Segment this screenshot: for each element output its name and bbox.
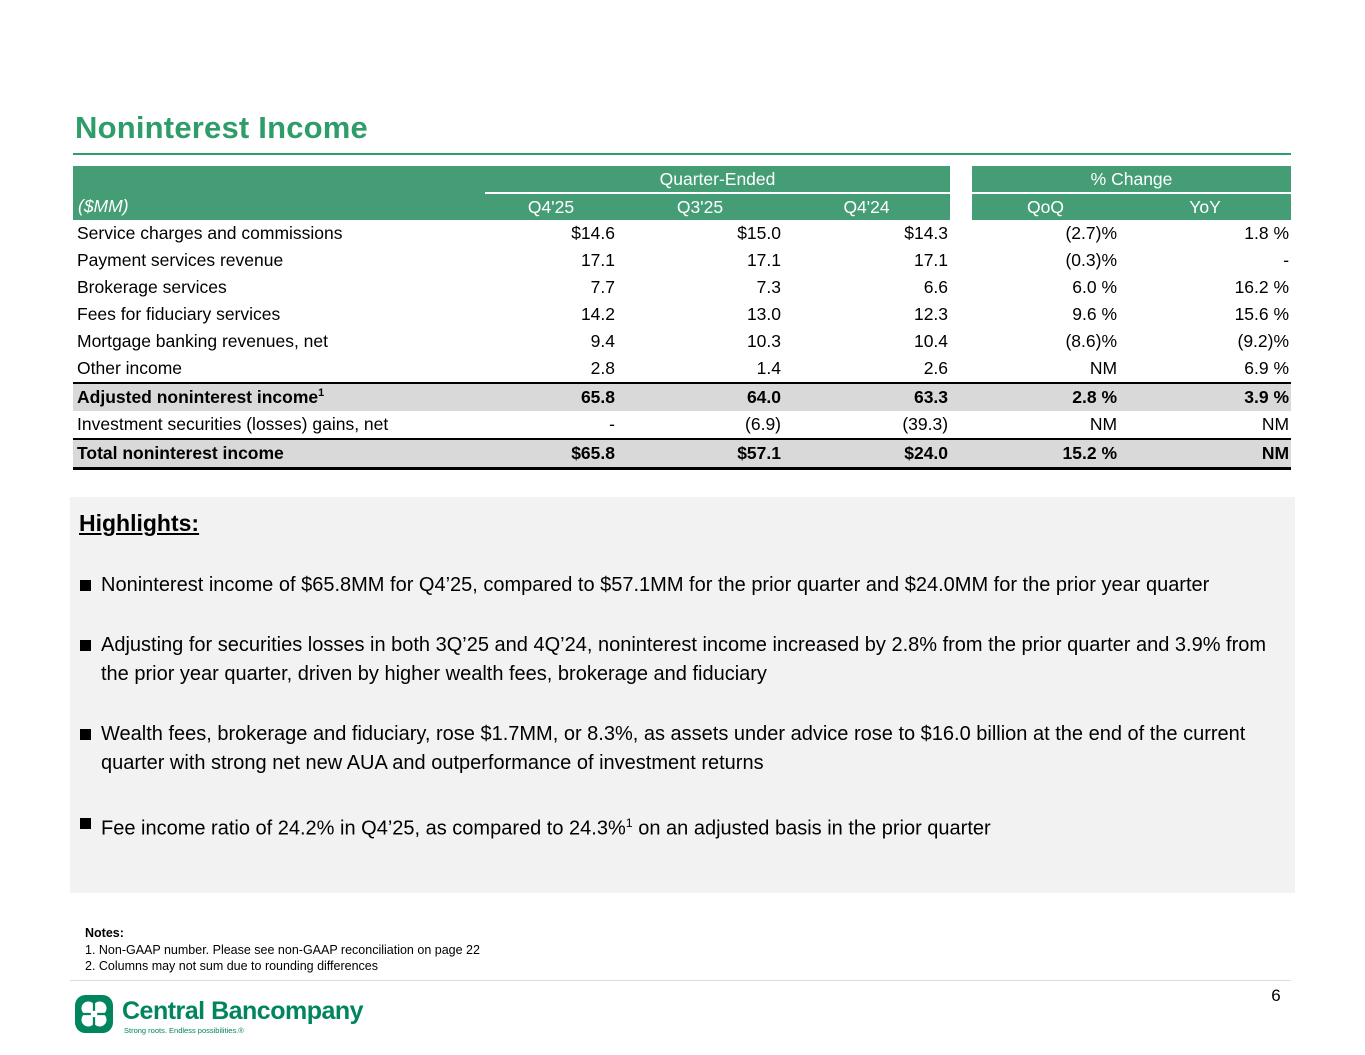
cell-value: (8.6)%	[1065, 331, 1118, 351]
table-group-header-row	[73, 166, 1291, 193]
cell-value: NM	[1261, 443, 1290, 463]
cell-value: 1.4	[756, 358, 781, 378]
brand-name: Central Bancompany	[122, 997, 364, 1025]
table-row	[73, 301, 1291, 328]
column-header-q424: Q4'24	[783, 193, 950, 220]
cell-value: 17.1	[746, 250, 781, 270]
column-header-mm: ($MM)	[73, 193, 485, 220]
cell-value: 10.4	[913, 331, 949, 351]
cell-value: 15.6 %	[1234, 304, 1290, 324]
cell-value: 9.4	[590, 331, 615, 351]
row-label: Brokerage services	[77, 277, 227, 297]
cell-value: 7.7	[590, 277, 615, 297]
cell-value: $65.8	[571, 443, 615, 463]
cell-value: 63.3	[913, 387, 949, 407]
cell-value: (0.3)%	[1065, 250, 1118, 270]
notes-title: Notes:	[85, 926, 124, 940]
group-gap-cell	[950, 355, 972, 383]
row-label: Adjusted noninterest income$^1$	[77, 387, 325, 407]
row-label: Payment services revenue	[77, 250, 284, 270]
cell-value: 2.8 %	[1072, 387, 1118, 407]
table-row	[73, 328, 1291, 355]
cell-value: 17.1	[580, 250, 615, 270]
column-header-q425: Q4'25	[485, 193, 617, 220]
table-row	[73, 247, 1291, 274]
group-gap-cell	[950, 439, 972, 469]
cell-value: 65.8	[580, 387, 615, 407]
cell-value: 16.2 %	[1234, 277, 1290, 297]
cell-value: 1.8 %	[1244, 223, 1290, 243]
highlight-bullet	[80, 720, 1285, 778]
cell-value: 7.3	[756, 277, 781, 297]
cell-value: 6.9 %	[1244, 358, 1290, 378]
row-label: Total noninterest income	[77, 443, 284, 463]
footer-divider	[70, 980, 1291, 981]
page-number: 6	[1271, 986, 1281, 1005]
row-label: Other income	[77, 358, 183, 378]
highlight-bullet	[80, 571, 1285, 600]
cell-value: NM	[1089, 358, 1118, 378]
cell-value: $15.0	[737, 223, 781, 243]
cell-value: 2.8	[590, 358, 615, 378]
group-gap-cell	[950, 220, 972, 247]
table-row	[73, 383, 1291, 411]
group-gap-cell	[950, 328, 972, 355]
cell-value: 14.2	[580, 304, 615, 324]
cell-value: 10.3	[746, 331, 781, 351]
table-row	[73, 274, 1291, 301]
table-column-header-row	[73, 193, 1291, 220]
group-gap	[950, 166, 972, 193]
highlight-text: Noninterest income of $65.8MM for Q4’25, compared to $57.1MM for the prior quarter and $24.0MM for the prior year quarter	[101, 574, 1210, 596]
cell-value: (2.7)%	[1065, 223, 1118, 243]
cell-value: $14.3	[904, 223, 949, 243]
bullet-square-icon	[80, 818, 91, 829]
cell-value: 13.0	[746, 304, 781, 324]
group-gap-cell	[950, 274, 972, 301]
page-title: Noninterest Income	[75, 110, 368, 145]
cell-value: 3.9 %	[1244, 387, 1290, 407]
table-corner-cell	[73, 166, 485, 193]
cell-value: (39.3)	[902, 414, 949, 434]
column-header-yoy: YoY	[1119, 193, 1291, 220]
highlight-bullet	[80, 809, 1285, 844]
notes	[85, 925, 480, 975]
group-gap	[950, 193, 972, 220]
cell-value: 6.6	[923, 277, 949, 297]
title-rule	[73, 153, 1291, 155]
bullet-square-icon	[80, 640, 91, 651]
group-gap-cell	[950, 411, 972, 439]
highlights-list	[78, 571, 1285, 844]
cell-value: -	[1283, 250, 1290, 270]
cell-value: NM	[1089, 414, 1118, 434]
group-gap-cell	[950, 301, 972, 328]
bullet-square-icon	[80, 580, 91, 591]
cell-value: 64.0	[746, 387, 781, 407]
table-row	[73, 411, 1291, 439]
table-row	[73, 439, 1291, 469]
group-header-quarter-ended: Quarter-Ended	[485, 166, 950, 193]
noninterest-income-table	[73, 166, 1291, 470]
cell-value: $57.1	[737, 443, 781, 463]
cell-value: (9.2)%	[1237, 331, 1290, 351]
column-header-q325: Q3'25	[617, 193, 783, 220]
highlights-title: Highlights:	[79, 510, 200, 536]
clover-logo-icon	[75, 995, 113, 1033]
cell-value: 2.6	[923, 358, 949, 378]
note-item-1: 1. Non-GAAP number. Please see non-GAAP reconciliation on page 22	[85, 942, 480, 957]
company-logo	[75, 995, 363, 1035]
highlight-text: Wealth fees, brokerage and fiduciary, rose $1.7MM, or 8.3%, as assets under advice rose to $16.0 billion at the end of the current quarter with strong net new AUA and outperformance of investment returns	[101, 723, 1246, 774]
group-gap-cell	[950, 247, 972, 274]
group-gap-cell	[950, 383, 972, 411]
table-body	[73, 220, 1291, 469]
row-label: Fees for fiduciary services	[77, 304, 281, 324]
highlight-text: Adjusting for securities losses in both 3Q’25 and 4Q’24, noninterest income increased by 2.8% from the prior quarter and 3.9% from the prior year quarter, driven by higher wealth fees, brokerage and fiduciary	[101, 634, 1267, 685]
table-row	[73, 355, 1291, 383]
highlight-bullet	[80, 631, 1285, 689]
highlight-text: Fee income ratio of 24.2% in Q4’25, as compared to 24.3%$^1$ on an adjusted basis in the prior quarter	[101, 816, 991, 840]
cell-value: -	[609, 414, 615, 434]
cell-value: 9.6 %	[1072, 304, 1118, 324]
highlights-box	[70, 497, 1295, 893]
table-row	[73, 220, 1291, 247]
cell-value: (6.9)	[745, 414, 781, 434]
bullet-square-icon	[80, 729, 91, 740]
cell-value: 15.2 %	[1062, 443, 1118, 463]
brand-tagline: Strong roots. Endless possibilities.®	[124, 1026, 244, 1035]
note-item-2: 2. Columns may not sum due to rounding differences	[85, 959, 378, 973]
cell-value: 17.1	[913, 250, 949, 270]
column-header-qoq: QoQ	[972, 193, 1119, 220]
cell-value: 6.0 %	[1072, 277, 1118, 297]
row-label: Mortgage banking revenues, net	[77, 331, 328, 351]
cell-value: NM	[1261, 414, 1290, 434]
group-header-pct-change: % Change	[972, 166, 1291, 193]
cell-value: $14.6	[571, 223, 615, 243]
cell-value: 12.3	[913, 304, 949, 324]
cell-value: $24.0	[904, 443, 949, 463]
row-label: Service charges and commissions	[77, 223, 343, 243]
row-label: Investment securities (losses) gains, net	[77, 414, 389, 434]
